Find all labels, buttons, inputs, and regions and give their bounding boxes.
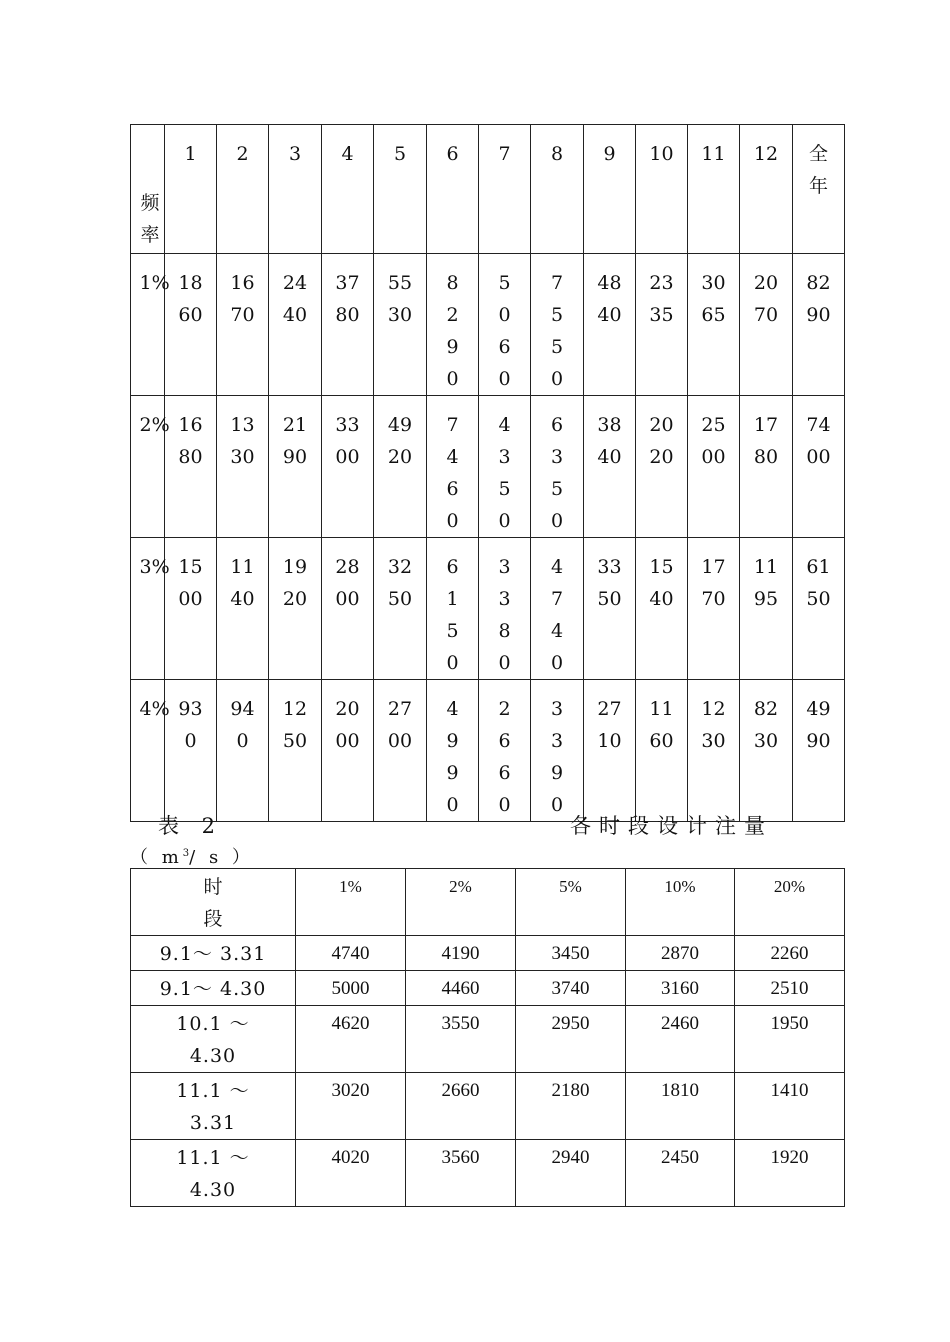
- value-cell: 3160: [626, 971, 735, 1006]
- value-cell: 1670: [217, 254, 269, 396]
- month-header: 6: [427, 125, 479, 254]
- value-cell: 1920: [269, 538, 322, 680]
- value-cell: 1140: [217, 538, 269, 680]
- month-header: 10: [636, 125, 688, 254]
- value-cell: 2870: [626, 936, 735, 971]
- value-cell: 3780: [322, 254, 374, 396]
- value-cell: 1500: [165, 538, 217, 680]
- value-cell: 1770: [688, 538, 740, 680]
- table2-row: [131, 1140, 845, 1207]
- month-header: 11: [688, 125, 740, 254]
- value-cell: 4460: [406, 971, 516, 1006]
- table1-row: [131, 254, 845, 396]
- value-cell: 2510: [735, 971, 845, 1006]
- value-cell: 2800: [322, 538, 374, 680]
- value-cell: 2070: [740, 254, 793, 396]
- table1-corner-cell: [131, 125, 165, 254]
- value-cell: 4990: [793, 680, 845, 822]
- value-cell: 1410: [735, 1073, 845, 1140]
- table2-row: [131, 936, 845, 971]
- value-cell: 4740: [531, 538, 584, 680]
- value-cell: 1250: [269, 680, 322, 822]
- value-cell: 2190: [269, 396, 322, 538]
- value-cell: 4020: [296, 1140, 406, 1207]
- period-cell: 11.1 ～ 3.31: [131, 1073, 296, 1140]
- value-cell: 2700: [374, 680, 427, 822]
- period-design-table: [130, 868, 845, 1207]
- frequency-cell: 1%: [131, 254, 165, 396]
- value-cell: 2710: [584, 680, 636, 822]
- value-cell: 2450: [626, 1140, 735, 1207]
- value-cell: 2020: [636, 396, 688, 538]
- table1-row: [131, 538, 845, 680]
- table2-header-row: [131, 869, 845, 936]
- value-cell: 4920: [374, 396, 427, 538]
- month-header: 1: [165, 125, 217, 254]
- frequency-cell: 3%: [131, 538, 165, 680]
- value-cell: 7400: [793, 396, 845, 538]
- period-cell: 9.1～ 4.30: [131, 971, 296, 1006]
- value-cell: 3550: [406, 1006, 516, 1073]
- value-cell: 2335: [636, 254, 688, 396]
- table2-row: [131, 1073, 845, 1140]
- month-header: 2: [217, 125, 269, 254]
- value-cell: 2000: [322, 680, 374, 822]
- month-header: 3: [269, 125, 322, 254]
- value-cell: 3450: [516, 936, 626, 971]
- value-cell: 3300: [322, 396, 374, 538]
- value-cell: 3250: [374, 538, 427, 680]
- value-cell: 1160: [636, 680, 688, 822]
- value-cell: 2500: [688, 396, 740, 538]
- value-cell: 3390: [531, 680, 584, 822]
- value-cell: 3560: [406, 1140, 516, 1207]
- value-cell: 1950: [735, 1006, 845, 1073]
- value-cell: 4190: [406, 936, 516, 971]
- value-cell: 2950: [516, 1006, 626, 1073]
- percent-header: 10%: [626, 869, 735, 936]
- month-header: 12: [740, 125, 793, 254]
- value-cell: 5530: [374, 254, 427, 396]
- percent-header: 2%: [406, 869, 516, 936]
- value-cell: 4990: [427, 680, 479, 822]
- table2-row: [131, 971, 845, 1006]
- value-cell: 2180: [516, 1073, 626, 1140]
- value-cell: 6350: [531, 396, 584, 538]
- percent-header: 20%: [735, 869, 845, 936]
- value-cell: 5060: [479, 254, 531, 396]
- value-cell: 2940: [516, 1140, 626, 1207]
- value-cell: 6150: [427, 538, 479, 680]
- table2-title: 各时段设计注量: [570, 814, 773, 838]
- table1-row: [131, 396, 845, 538]
- value-cell: 4620: [296, 1006, 406, 1073]
- value-cell: 3065: [688, 254, 740, 396]
- frequency-cell: 2%: [131, 396, 165, 538]
- value-cell: 1860: [165, 254, 217, 396]
- value-cell: 2460: [626, 1006, 735, 1073]
- value-cell: 2660: [406, 1073, 516, 1140]
- month-header: 9: [584, 125, 636, 254]
- value-cell: 1230: [688, 680, 740, 822]
- value-cell: 3350: [584, 538, 636, 680]
- value-cell: 1920: [735, 1140, 845, 1207]
- value-cell: 7550: [531, 254, 584, 396]
- value-cell: 2660: [479, 680, 531, 822]
- month-header: 全年: [793, 125, 845, 254]
- frequency-cell: 4%: [131, 680, 165, 822]
- table2-corner-cell: 时段: [131, 869, 296, 936]
- value-cell: 3840: [584, 396, 636, 538]
- corner-label: 频率: [140, 192, 160, 246]
- value-cell: 4350: [479, 396, 531, 538]
- month-header: 8: [531, 125, 584, 254]
- table1-row: [131, 680, 845, 822]
- frequency-month-table: [130, 124, 845, 822]
- month-header: 7: [479, 125, 531, 254]
- value-cell: 3740: [516, 971, 626, 1006]
- value-cell: 4740: [296, 936, 406, 971]
- table1-header-row: [131, 125, 845, 254]
- percent-header: 1%: [296, 869, 406, 936]
- value-cell: 3020: [296, 1073, 406, 1140]
- value-cell: 2440: [269, 254, 322, 396]
- period-cell: 9.1～ 3.31: [131, 936, 296, 971]
- table2-unit: （ $m^3/$ s ）: [130, 847, 254, 868]
- value-cell: 930: [165, 680, 217, 822]
- value-cell: 1330: [217, 396, 269, 538]
- period-cell: 11.1 ～ 4.30: [131, 1140, 296, 1207]
- value-cell: 7460: [427, 396, 479, 538]
- percent-header: 5%: [516, 869, 626, 936]
- month-header: 5: [374, 125, 427, 254]
- value-cell: 1810: [626, 1073, 735, 1140]
- value-cell: 3380: [479, 538, 531, 680]
- value-cell: 1540: [636, 538, 688, 680]
- value-cell: 5000: [296, 971, 406, 1006]
- month-header: 4: [322, 125, 374, 254]
- value-cell: 1780: [740, 396, 793, 538]
- value-cell: 8230: [740, 680, 793, 822]
- value-cell: 8290: [793, 254, 845, 396]
- value-cell: 1680: [165, 396, 217, 538]
- period-cell: 10.1 ～ 4.30: [131, 1006, 296, 1073]
- table2-row: [131, 1006, 845, 1073]
- value-cell: 6150: [793, 538, 845, 680]
- value-cell: 8290: [427, 254, 479, 396]
- table2-number: 表 2: [158, 814, 224, 838]
- value-cell: 4840: [584, 254, 636, 396]
- value-cell: 940: [217, 680, 269, 822]
- value-cell: 2260: [735, 936, 845, 971]
- value-cell: 1195: [740, 538, 793, 680]
